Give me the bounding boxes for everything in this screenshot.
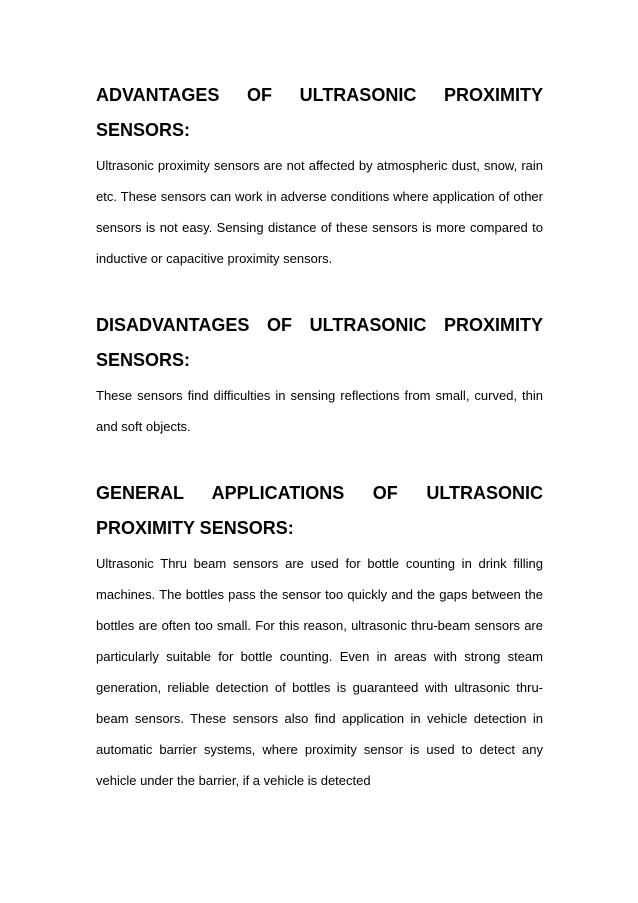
applications-paragraph: Ultrasonic Thru beam sensors are used for bottle counting in drink filling machines. The bottles pass the sensor too quickly and the gaps between the bottles are often too small. For this reason, ultrasonic thru-beam sensors are particularly suitable for bottle counting. Even in areas with strong steam generation, reliable detection of bottles is guaranteed with ultrasonic thru-beam sensors. These sensors also find application in vehicle detection in automatic barrier systems, where proximity sensor is used to detect any vehicle under the barrier, if a vehicle is detected bbox=[96, 556, 543, 788]
section-spacer bbox=[96, 442, 543, 476]
applications-heading: GENERAL APPLICATIONS OF ULTRASONIC PROXIMITY SENSORS: bbox=[96, 483, 543, 538]
section-spacer bbox=[96, 274, 543, 308]
advantages-heading: ADVANTAGES OF ULTRASONIC PROXIMITY SENSORS: bbox=[96, 85, 543, 140]
disadvantages-paragraph: These sensors find difficulties in sensing reflections from small, curved, thin and soft objects. bbox=[96, 388, 543, 434]
document-page bbox=[96, 78, 543, 796]
disadvantages-heading: DISADVANTAGES OF ULTRASONIC PROXIMITY SENSORS: bbox=[96, 315, 543, 370]
advantages-paragraph: Ultrasonic proximity sensors are not affected by atmospheric dust, snow, rain etc. These sensors can work in adverse conditions where application of other sensors is not easy. Sensing distance of these sensors is more compared to inductive or capacitive proximity sensors. bbox=[96, 158, 543, 266]
